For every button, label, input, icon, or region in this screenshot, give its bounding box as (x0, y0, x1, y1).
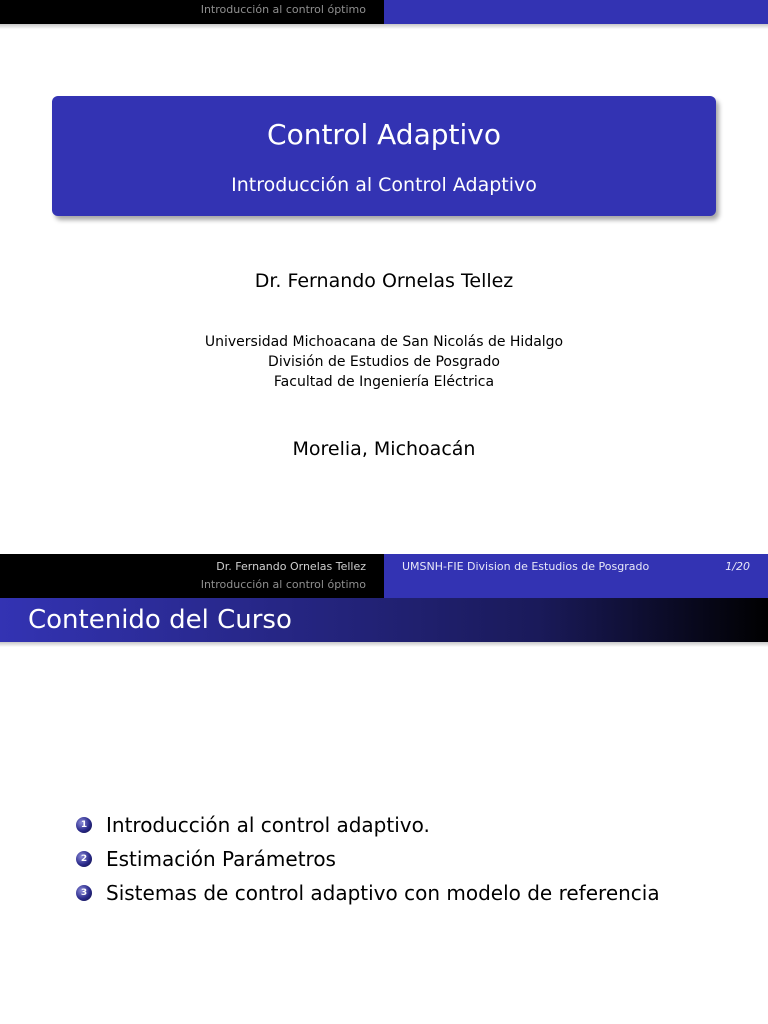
list-item-text: Introducción al control adaptivo. (106, 813, 430, 837)
list-item (76, 808, 660, 842)
list-item-text: Estimación Parámetros (106, 847, 336, 871)
institution-line-1: Universidad Michoacana de San Nicolás de Hidalgo (204, 334, 564, 350)
contents-list (76, 808, 660, 910)
number-ball-icon: 3 (76, 885, 92, 901)
list-item-text: Sistemas de control adaptivo con modelo de referencia (106, 881, 660, 905)
number-ball-icon: 2 (76, 851, 92, 867)
slide-subtitle: Introducción al Control Adaptivo (231, 174, 537, 196)
institution-line-2: División de Estudios de Posgrado (268, 354, 500, 370)
page-number: 1/20 (725, 560, 750, 573)
footer-author: Dr. Fernando Ornelas Tellez (216, 560, 366, 573)
footer-section: Introducción al control óptimo (200, 578, 366, 591)
footer-bar (0, 554, 768, 598)
list-item (76, 842, 660, 876)
footer-left (0, 554, 384, 598)
number-ball-icon: 1 (76, 817, 92, 833)
frame-title-shadow (0, 642, 768, 647)
list-item (76, 876, 660, 910)
footer-institute: UMSNH-FIE Division de Estudios de Posgrado (402, 560, 650, 573)
place: Morelia, Michoacán (292, 438, 476, 460)
header-right-block (384, 0, 768, 24)
header-shadow (0, 24, 768, 29)
frame-title: Contenido del Curso (0, 598, 768, 642)
slide-title: Control Adaptivo (267, 118, 501, 151)
header-bar (0, 0, 768, 24)
footer-right (384, 554, 768, 598)
author-name: Dr. Fernando Ornelas Tellez (254, 270, 514, 292)
header-section-label: Introducción al control óptimo (0, 0, 384, 24)
title-box (52, 96, 716, 216)
institution-line-3: Facultad de Ingeniería Eléctrica (273, 374, 495, 390)
